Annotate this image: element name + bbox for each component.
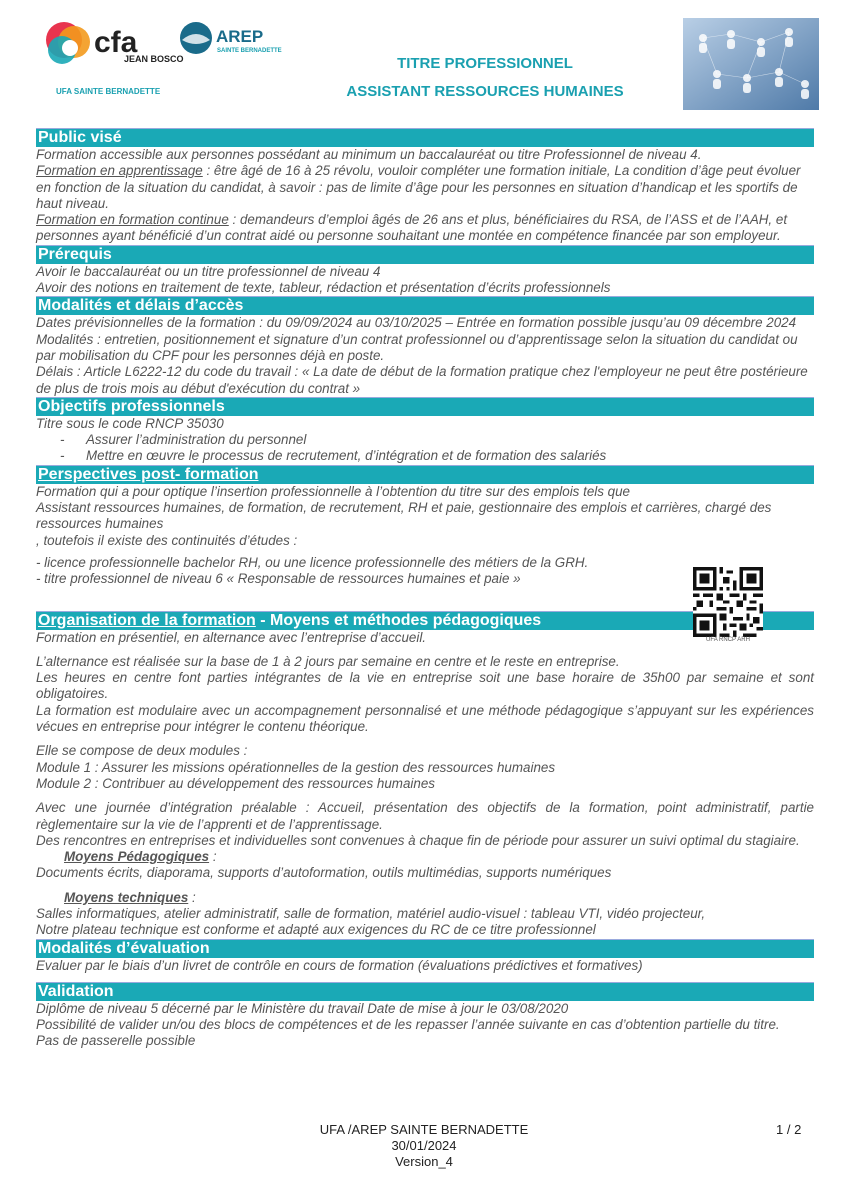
document-title: [300, 50, 670, 106]
moyens-ped-label: Moyens Pédagogiques: [64, 849, 210, 865]
organisation-p9: Des rencontres en entreprises et individuelles sont convenues à chaque fin de période pour assurer un suivi optimal du stagiaire.: [36, 832, 800, 848]
organisation-p3: Les heures en centre font parties intégrantes de la vie en entreprise soit une base horaire de 35h00 par semaine et sont obligatoires.: [36, 670, 814, 702]
organisation-heading-a: Organisation de la formation: [38, 611, 256, 629]
bullet-dash: -: [60, 432, 65, 448]
cfa-brand: cfa: [94, 26, 138, 59]
moyens-ped-colon: :: [209, 849, 217, 865]
section-heading-objectifs: Objectifs professionnels: [36, 397, 814, 416]
section-heading-validation: Validation: [36, 982, 814, 1001]
page-number: 1 / 2: [776, 1122, 802, 1137]
organisation-p5: Elle se compose de deux modules :: [36, 743, 248, 759]
footer-version: Version_4: [395, 1154, 453, 1169]
moyens-tech-colon: :: [188, 889, 196, 905]
footer: [0, 1122, 848, 1170]
organisation-p2: L’alternance est réalisée sur la base de 1 à 2 jours par semaine en centre et le reste en entreprise.: [36, 653, 620, 669]
evaluation-p1: Evaluer par le biais d’un livret de contrôle en cours de formation (évaluations prédictives et formatives): [36, 957, 643, 973]
organisation-p4: La formation est modulaire avec un accompagnement personnalisé et une méthode pédagogique s’appuyant sur les expériences vécues en entreprise pour intégrer le contenu théorique.: [36, 702, 814, 735]
perspectives-p1: Formation qui a pour optique l’insertion professionnelle à l’obtention du titre sur des emplois tels que: [36, 483, 630, 499]
public-p2: [36, 163, 814, 212]
objectifs-b2: Mettre en œuvre le processus de recrutement, d’intégration et de formation des salariés: [86, 448, 607, 464]
section-heading-prerequis: Prérequis: [36, 245, 814, 264]
organisation-p1: Formation en présentiel, en alternance avec l’entreprise d’accueil.: [36, 629, 427, 645]
public-p1: Formation accessible aux personnes possédant au minimum un baccalauréat ou titre Professionnel de niveau 4.: [36, 147, 702, 162]
title-line-2: ASSISTANT RESSOURCES HUMAINES: [346, 83, 624, 100]
prerequis-l1: Avoir le baccalauréat ou un titre professionnel de niveau 4: [36, 263, 381, 279]
moyens-tech-label: Moyens techniques: [64, 889, 189, 905]
section-heading-evaluation: Modalités d’évaluation: [36, 939, 814, 958]
perspectives-p5: - titre professionnel de niveau 6 « Responsable de ressources humaines et paie »: [36, 571, 521, 587]
modalites-p2: Modalités : entretien, positionnement et signature d’un contrat professionnel ou d’apprentissage selon la situation du candidat ou par mobilisation du CPF pour les personnes déjà en poste.: [36, 331, 798, 363]
organisation-heading-b: - Moyens et méthodes pédagogiques: [255, 611, 542, 629]
public-p3: [36, 212, 814, 245]
objectifs-b1: Assurer l’administration du personnel: [86, 432, 307, 448]
public-p3-label: Formation en formation continue: [36, 212, 229, 228]
moyens-pedagogiques-heading: [36, 849, 814, 865]
footer-org: UFA /AREP SAINTE BERNADETTE: [319, 1122, 529, 1137]
moyens-techniques-heading: [36, 890, 814, 906]
bullet-dash: -: [60, 448, 65, 464]
public-p2-label: Formation en apprentissage: [36, 163, 203, 179]
moyens-ped-text: Documents écrits, diaporama, supports d’autoformation, outils multimédias, supports numériques: [36, 865, 612, 881]
cfa-logo: [40, 18, 310, 98]
organisation-p6: Module 1 : Assurer les missions opérationnelles de la gestion des ressources humaines: [36, 759, 556, 775]
ufa-label: UFA SAINTE BERNADETTE: [56, 87, 161, 96]
perspectives-p4: - licence professionnelle bachelor RH, ou une licence professionnelle des métiers de la GRH.: [36, 554, 589, 570]
modalites-p1: Dates prévisionnelles de la formation : du 09/09/2024 au 03/10/2025 – Entrée en formation possible jusqu’au 09 décembre 2024: [36, 315, 797, 331]
header-photo: [683, 18, 819, 110]
modalites-p3: Délais : Article L6222-12 du code du travail : « La date de début de la formation pratique chez l'employeur ne peut être postérieure de plus de trois mois au début d'exécution du contrat »: [36, 364, 808, 396]
organisation-p7: Module 2 : Contribuer au développement des ressources humaines: [36, 775, 435, 791]
moyens-tech-text: Salles informatiques, atelier administratif, salle de formation, matériel audio-visuel : tableau VTI, vidéo projecteur,: [36, 905, 706, 921]
objectifs-bullet-1: [36, 432, 814, 448]
arep-brand: AREP: [216, 27, 264, 46]
section-heading-modalites: Modalités et délais d’accès: [36, 296, 814, 315]
public-p3-text: : demandeurs d’emploi âgés de 26 ans et plus, bénéficiaires du RSA, de l’ASS et de l’AAH, et personnes ayant bénéficié d’un contrat aidé ou personne souhaitant une montée en compétence financée par son employeur.: [36, 212, 788, 244]
perspectives-p2: Assistant ressources humaines, de formation, de recrutement, RH et paie, gestionnaire des emplois et carrières, chargé des ressources humaines: [36, 500, 772, 532]
validation-p2: Possibilité de valider un/ou des blocs de compétences et de les repasser l’année suivante en cas d’obtention partielle du titre.: [36, 1017, 780, 1033]
section-heading-public: Public visé: [36, 128, 814, 147]
title-line-1: TITRE PROFESSIONNEL: [397, 55, 573, 72]
logos: [40, 18, 310, 98]
section-heading-perspectives: [36, 465, 814, 484]
validation-p1: Diplôme de niveau 5 décerné par le Ministère du travail Date de mise à jour le 03/08/2020: [36, 1000, 569, 1016]
qr-code[interactable]: [693, 567, 763, 637]
perspectives-p3: , toutefois il existe des continuités d’études :: [36, 532, 298, 548]
qr-caption: UFA RNCP ARH: [706, 637, 750, 643]
objectifs-p1: Titre sous le code RNCP 35030: [36, 415, 224, 431]
perspectives-heading-text: Perspectives post- formation: [38, 465, 259, 483]
organisation-p8: Avec une journée d’intégration préalable : Accueil, présentation des objectifs de la formation, point administratif, partie règlementaire sur la vie de l’apprenti et de l’apprentissage.: [36, 800, 814, 832]
footer-date: 30/01/2024: [391, 1138, 457, 1153]
arep-sub: SAINTE BERNADETTE: [217, 48, 282, 54]
public-p2-text: : être âgé de 16 à 25 révolu, vouloir compléter une formation initiale, La condition d’âge peut évoluer en fonction de la situation du candidat, à savoir : pas de limite d’âge pour les personnes en situation d’handicap et les sportifs de haut niveau.: [36, 163, 801, 211]
cfa-sub: JEAN BOSCO: [124, 54, 184, 64]
prerequis-l2: Avoir des notions en traitement de texte, tableur, rédaction et présentation d’écrits professionnels: [36, 280, 611, 296]
organisation-p10: Notre plateau technique est conforme et adapté aux exigences du RC de ce titre professionnel: [36, 922, 596, 938]
validation-p3: Pas de passerelle possible: [36, 1033, 196, 1049]
objectifs-bullet-2: [36, 448, 814, 464]
